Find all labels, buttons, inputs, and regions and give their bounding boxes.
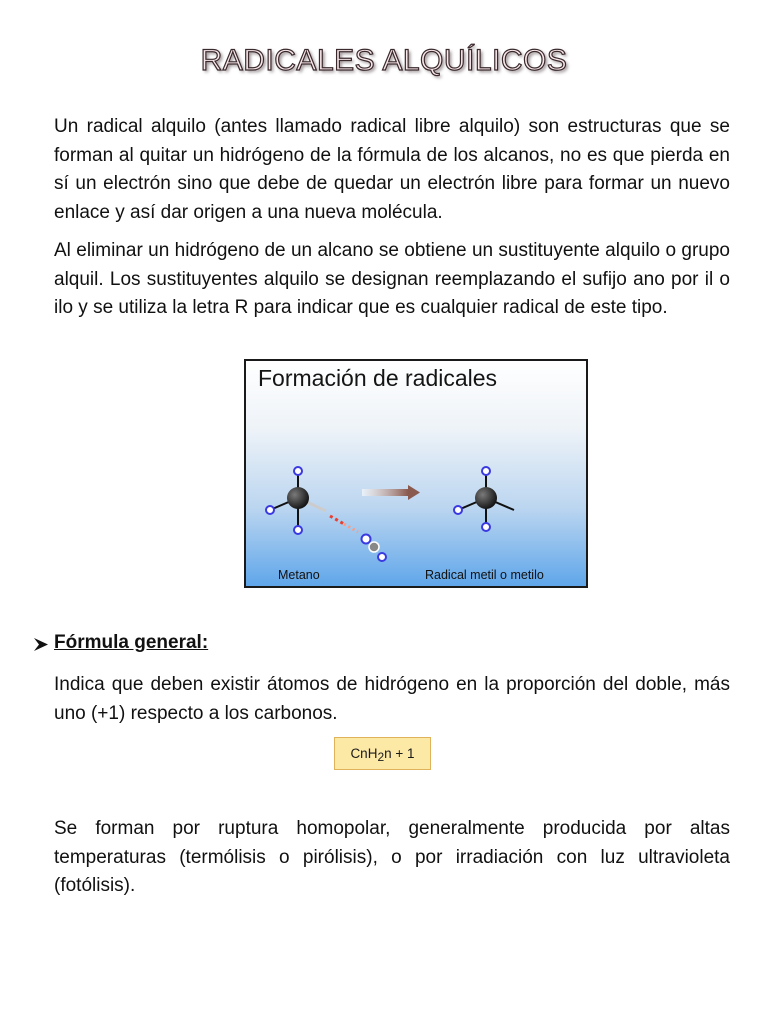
carbon-atom bbox=[287, 487, 309, 509]
figure-label-left: Metano bbox=[278, 568, 320, 582]
paragraph-formation: Se forman por ruptura homopolar, generalmente producida por altas temperaturas (termólisis o pirólisis), o por irradiación con luz ultravioleta (fotólisis). bbox=[54, 818, 730, 897]
formula-prefix: CnH bbox=[350, 746, 378, 761]
formula-suffix: n + 1 bbox=[384, 746, 415, 761]
hydrogen-atom bbox=[454, 506, 462, 514]
methane-molecule bbox=[266, 467, 386, 561]
carbon-atom bbox=[475, 487, 497, 509]
hydrogen-atom bbox=[362, 535, 371, 544]
general-formula-box bbox=[334, 737, 431, 770]
hydrogen-atom bbox=[266, 506, 274, 514]
page-title: RADICALES ALQUÍLICOS bbox=[200, 44, 568, 77]
molecule-diagram bbox=[246, 361, 586, 586]
hydrogen-atom bbox=[378, 553, 386, 561]
paragraph-formula-description: Indica que deben existir átomos de hidrógeno en la proporción del doble, más uno (+1) respecto a los carbonos. bbox=[54, 674, 730, 724]
figure-title: Formación de radicales bbox=[258, 365, 498, 391]
electron bbox=[369, 542, 379, 552]
hydrogen-atom bbox=[294, 526, 302, 534]
formula-subscript: 2 bbox=[377, 750, 385, 764]
paragraph-intro: Un radical alquilo (antes llamado radical libre alquilo) son estructuras que se forman al quitar un hidrógeno de la fórmula de los alcanos, no es que pierda en sí un electrón sino que debe de quedar un electrón libre para formar un nuevo enlace y así dar origen a una nueva molécula. bbox=[54, 116, 730, 224]
methyl-radical-molecule bbox=[454, 467, 514, 531]
figure-label-right: Radical metil o metilo bbox=[425, 568, 544, 582]
paragraph-substituent: Al eliminar un hidrógeno de un alcano se obtiene un sustituyente alquilo o grupo alquil. Los sustituyentes alquilo se designan reemplazando el sufijo ano por il o ilo y se utiliza la letra R para indicar que es cualquier radical de este tipo. bbox=[54, 240, 730, 319]
hydrogen-atom bbox=[482, 467, 490, 475]
hydrogen-atom bbox=[294, 467, 302, 475]
arrowhead-bullet-icon bbox=[33, 637, 49, 652]
section-heading: Fórmula general: bbox=[54, 632, 209, 653]
hydrogen-atom bbox=[482, 523, 490, 531]
reaction-arrow-icon bbox=[362, 485, 420, 500]
radical-formation-figure bbox=[244, 359, 588, 588]
